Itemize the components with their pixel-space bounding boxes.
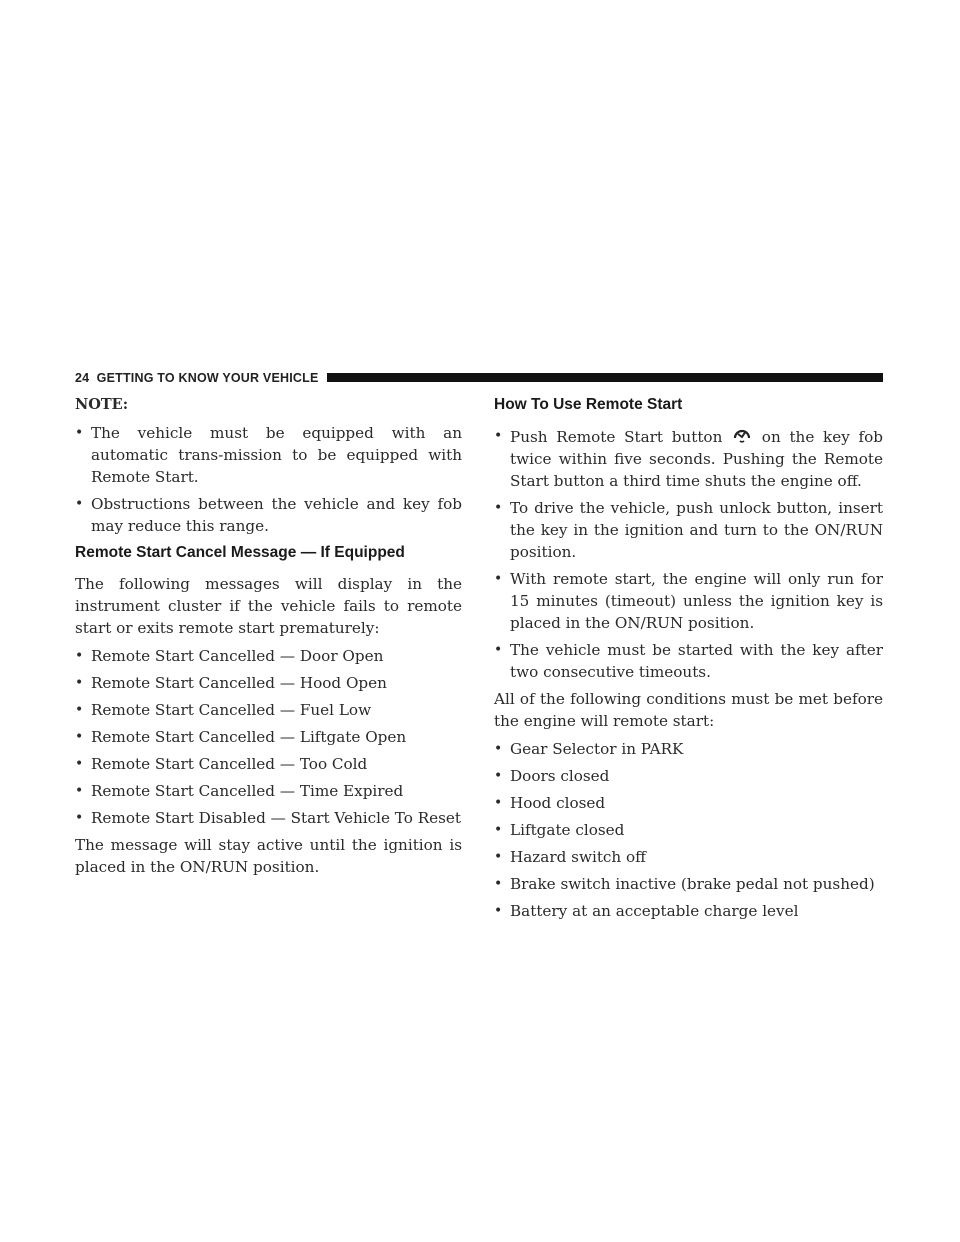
list-item-text: Remote Start Cancelled — Time Expired xyxy=(91,782,404,800)
push-text-after: on the key fob twice within five seconds. Pushing the Remote Start button a third time shuts the engine off. xyxy=(510,428,884,490)
list-item xyxy=(494,639,883,683)
list-item xyxy=(75,672,462,694)
list-item-text: The vehicle must be started with the key after two consecutive timeouts. xyxy=(510,641,883,681)
page-number: 24 xyxy=(75,371,90,385)
bullet-icon: • xyxy=(75,783,84,799)
remote-start-heading: How To Use Remote Start xyxy=(494,396,683,413)
list-item-text: Battery at an acceptable charge level xyxy=(510,902,799,920)
list-item xyxy=(494,873,883,895)
page-header xyxy=(75,370,883,386)
list-item xyxy=(494,765,883,787)
list-item xyxy=(75,807,462,829)
list-item-text: Doors closed xyxy=(510,767,610,785)
list-item-text: Remote Start Cancelled — Hood Open xyxy=(91,674,387,692)
cancel-outro: The message will stay active until the ignition is placed in the ON/RUN position. xyxy=(75,836,462,876)
header-rule xyxy=(327,373,883,382)
list-item xyxy=(494,819,883,841)
push-text-before: Push Remote Start button xyxy=(510,428,723,446)
list-item-text: Remote Start Cancelled — Fuel Low xyxy=(91,701,372,719)
bullet-icon: • xyxy=(75,648,84,664)
list-item-text: Hood closed xyxy=(510,794,606,812)
conditions-list xyxy=(494,738,883,922)
list-item xyxy=(494,738,883,760)
list-item xyxy=(494,792,883,814)
list-item-text: Liftgate closed xyxy=(510,821,625,839)
bullet-icon: • xyxy=(494,768,503,784)
list-item-text: Remote Start Cancelled — Door Open xyxy=(91,647,384,665)
bullet-icon: • xyxy=(75,675,84,691)
bullet-icon: • xyxy=(75,425,84,441)
bullet-icon: • xyxy=(75,729,84,745)
list-item-text: With remote start, the engine will only run for 15 minutes (timeout) unless the ignition key is placed in the ON/RUN position. xyxy=(510,570,883,632)
bullet-icon: • xyxy=(494,822,503,838)
list-item-text: Brake switch inactive (brake pedal not pushed) xyxy=(510,875,875,893)
bullet-icon: • xyxy=(494,795,503,811)
list-item xyxy=(494,425,883,492)
bullet-icon: • xyxy=(494,849,503,865)
list-item xyxy=(75,493,462,537)
list-item xyxy=(75,753,462,775)
bullet-icon: • xyxy=(494,741,503,757)
bullet-icon: • xyxy=(494,876,503,892)
right-column xyxy=(494,394,883,927)
use-list xyxy=(494,425,883,683)
list-item-text: Obstructions between the vehicle and key fob may reduce this range. xyxy=(91,495,462,535)
list-item xyxy=(494,846,883,868)
bullet-icon: • xyxy=(75,756,84,772)
header-text xyxy=(75,370,319,386)
list-item-text: Remote Start Cancelled — Too Cold xyxy=(91,755,368,773)
list-item-text: The vehicle must be equipped with an automatic trans-mission to be equipped with Remote Start. xyxy=(91,424,462,486)
list-item-text: Remote Start Cancelled — Liftgate Open xyxy=(91,728,407,746)
list-item-text: Remote Start Disabled — Start Vehicle To Reset xyxy=(91,809,462,827)
bullet-icon: • xyxy=(75,702,84,718)
list-item-text: Gear Selector in PARK xyxy=(510,740,684,758)
remote-start-icon xyxy=(731,425,753,445)
list-item xyxy=(75,780,462,802)
list-item xyxy=(494,900,883,922)
list-item xyxy=(494,568,883,634)
list-item xyxy=(75,726,462,748)
list-item-text: To drive the vehicle, push unlock button, insert the key in the ignition and turn to the ON/RUN position. xyxy=(510,499,883,561)
cancel-heading: Remote Start Cancel Message — If Equipped xyxy=(75,544,405,561)
list-item xyxy=(75,699,462,721)
bullet-icon: • xyxy=(494,903,503,919)
bullet-icon: • xyxy=(494,500,503,516)
list-item xyxy=(494,497,883,563)
note-list xyxy=(75,422,462,537)
list-item-text: Hazard switch off xyxy=(510,848,646,866)
list-item xyxy=(75,645,462,667)
conditions-intro: All of the following conditions must be met before the engine will remote start: xyxy=(494,690,883,730)
bullet-icon: • xyxy=(494,642,503,658)
cancel-intro: The following messages will display in the instrument cluster if the vehicle fails to remote start or exits remote start prematurely: xyxy=(75,575,462,637)
bullet-icon: • xyxy=(494,428,503,444)
cancel-list xyxy=(75,645,462,829)
list-item xyxy=(75,422,462,488)
left-column xyxy=(75,394,462,884)
bullet-icon: • xyxy=(494,571,503,587)
bullet-icon: • xyxy=(75,496,84,512)
section-title: GETTING TO KNOW YOUR VEHICLE xyxy=(96,371,319,385)
note-label: NOTE: xyxy=(75,396,129,413)
bullet-icon: • xyxy=(75,810,84,826)
